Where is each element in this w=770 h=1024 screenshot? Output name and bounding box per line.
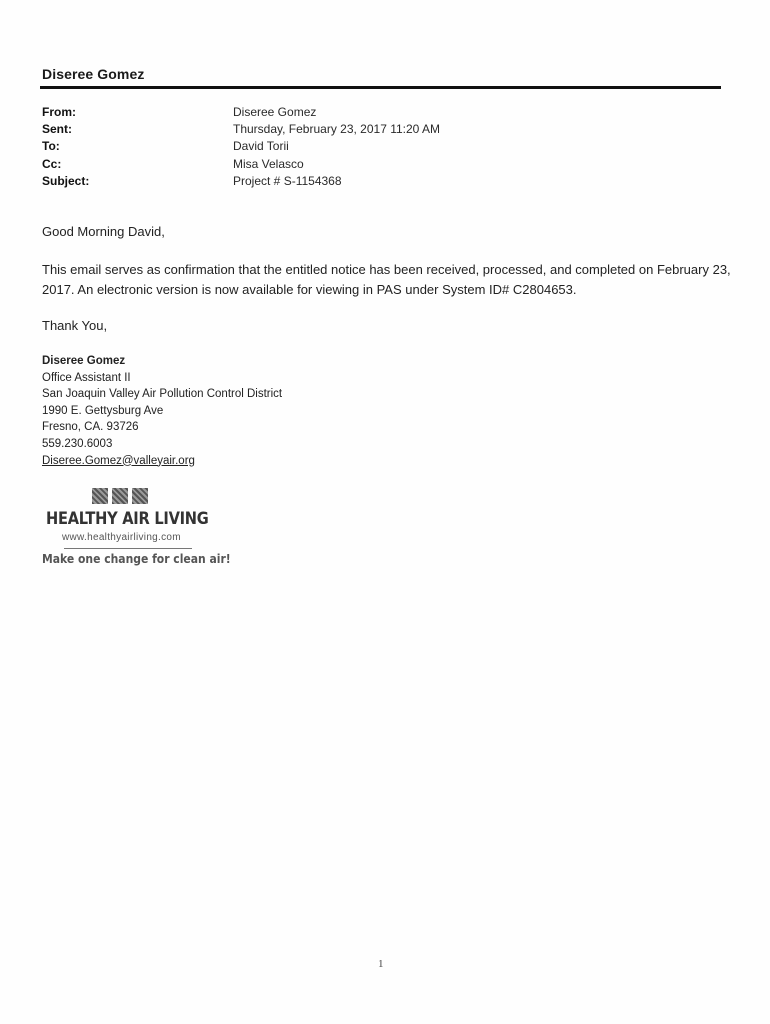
cc-label: Cc: [42, 156, 62, 171]
logo-url: www.healthyairliving.com [62, 532, 181, 543]
header-row-to [42, 138, 440, 155]
header-row-from [42, 104, 440, 121]
to-label: To: [42, 139, 60, 154]
signature-title: Office Assistant II [42, 371, 131, 384]
logo-square-icon [92, 488, 108, 504]
subject-label: Subject: [42, 173, 90, 188]
signature-street: 1990 E. Gettysburg Ave [42, 404, 164, 417]
header-row-sent [42, 121, 440, 138]
signature-organization: San Joaquin Valley Air Pollution Control District [42, 388, 283, 401]
header-row-cc [42, 156, 440, 173]
signature-city: Fresno, CA. 93726 [42, 421, 139, 434]
sender-heading: Diseree Gomez [42, 66, 145, 82]
body-paragraph: This email serves as confirmation that the entitled notice has been received, processed, and completed on February 23, 2017. An electronic version is now available for viewing in PAS under System ID# C2804653. [42, 262, 731, 297]
email-header [42, 104, 440, 190]
signature-name: Diseree Gomez [42, 355, 126, 367]
closing: Thank You, [42, 318, 108, 333]
logo-tagline: Make one change for clean air! [42, 552, 231, 566]
logo-title: HEALTHY AIR LIVING [46, 509, 209, 529]
from-label: From: [42, 105, 76, 119]
from-value: Diseree Gomez [233, 105, 317, 119]
subject-value: Project # S-1154368 [233, 173, 342, 188]
sent-value: Thursday, February 23, 2017 11:20 AM [233, 122, 441, 137]
header-row-subject [42, 173, 440, 190]
to-value: David Torii [233, 139, 289, 154]
sent-label: Sent: [42, 122, 72, 137]
page-number: 1 [378, 958, 384, 970]
signature-block [42, 353, 282, 469]
signature-phone: 559.230.6003 [42, 437, 113, 450]
signature-email-link[interactable]: Diseree.Gomez@valleyair.org [42, 454, 195, 467]
heading-rule [40, 86, 721, 89]
logo-heart-icon [132, 488, 148, 504]
logo-icons [92, 488, 148, 504]
cc-value: Misa Velasco [233, 156, 304, 171]
logo-divider [64, 548, 192, 549]
logo-square-icon [112, 488, 128, 504]
healthy-air-living-logo [42, 486, 231, 572]
greeting: Good Morning David, [42, 224, 165, 239]
